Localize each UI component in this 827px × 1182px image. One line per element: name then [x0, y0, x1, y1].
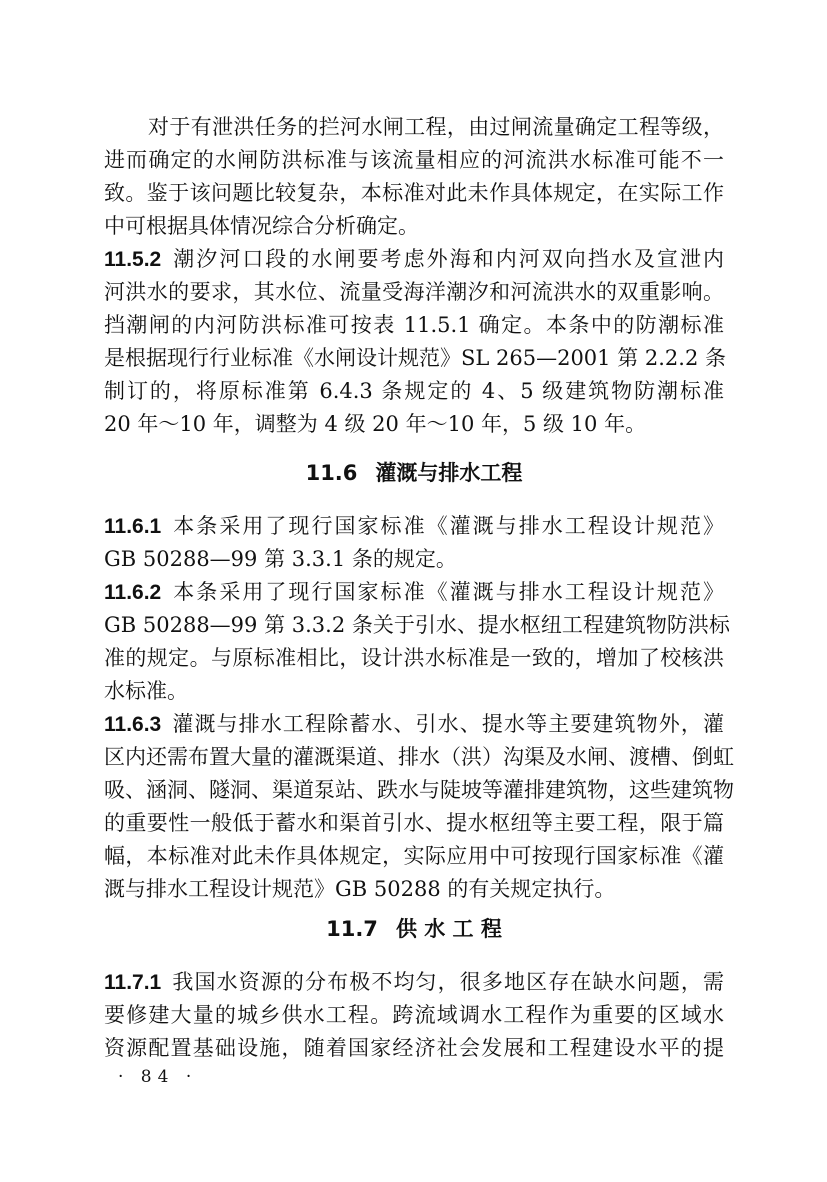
- section-heading-11-7: [104, 914, 724, 944]
- text-line: 20 年～10 年，调整为 4 级 20 年～10 年，5 级 10 年。: [104, 412, 647, 436]
- text-line: 幅，本标准对此未作具体规定，实际应用中可按现行国家标准《灌: [104, 844, 724, 868]
- text-line: 灌溉与排水工程除蓄水、引水、提水等主要建筑物外，灌: [171, 712, 724, 736]
- clause-11-5-2: [104, 245, 724, 273]
- clause-number: 11.6.1: [104, 515, 162, 538]
- text-line: 本条采用了现行国家标准《灌溉与排水工程设计规范》: [171, 514, 724, 538]
- text-line: 进而确定的水闸防洪标准与该流量相应的河流洪水标准可能不一: [104, 148, 724, 172]
- clause-11-6-2: [104, 578, 724, 606]
- text-line: 水标准。: [104, 679, 188, 703]
- text-line: 河洪水的要求，其水位、流量受海洋潮汐和河流洪水的双重影响。: [104, 280, 724, 304]
- text-line: 本条采用了现行国家标准《灌溉与排水工程设计规范》: [171, 580, 724, 604]
- text-line: 准的规定。与原标准相比，设计洪水标准是一致的，增加了校核洪: [104, 646, 724, 670]
- section-title: 灌溉与排水工程: [375, 461, 523, 485]
- text-line: 我国水资源的分布极不均匀，很多地区存在缺水问题，需: [171, 970, 724, 994]
- text-line: 中可根据具体情况综合分析确定。: [104, 214, 419, 238]
- text-line: 潮汐河口段的水闸要考虑外海和内河双向挡水及宣泄内: [171, 247, 724, 271]
- text-line: 溉与排水工程设计规范》GB 50288 的有关规定执行。: [104, 877, 616, 901]
- text-line: 要修建大量的城乡供水工程。跨流域调水工程作为重要的区域水: [104, 1003, 724, 1027]
- text-line: 资源配置基础设施，随着国家经济社会发展和工程建设水平的提: [104, 1036, 724, 1060]
- text-line: GB 50288—99 第 3.3.1 条的规定。: [104, 547, 457, 571]
- clause-number: 11.7.1: [104, 971, 162, 994]
- section-number: 11.6: [305, 461, 358, 485]
- text-line: 吸、涵洞、隧洞、渠道泵站、跌水与陡坡等灌排建筑物，这些建筑物: [104, 778, 734, 802]
- section-heading-11-6: [104, 458, 724, 488]
- text-line: 区内还需布置大量的灌溉渠道、排水（洪）沟渠及水闸、渡槽、倒虹: [104, 745, 734, 769]
- section-number: 11.7: [326, 917, 378, 941]
- clause-11-7-1: [104, 968, 724, 996]
- text-line: 的重要性一般低于蓄水和渠首引水、提水枢纽等主要工程，限于篇: [104, 811, 724, 835]
- page-number: · 84 ·: [118, 1067, 198, 1087]
- clause-11-6-1: [104, 512, 724, 540]
- clause-number: 11.6.3: [104, 713, 162, 736]
- text-line: 是根据现行行业标准《水闸设计规范》SL 265—2001 第 2.2.2 条: [104, 346, 726, 370]
- text-line: 致。鉴于该问题比较复杂，本标准对此未作具体规定，在实际工作: [104, 181, 724, 205]
- text-line: GB 50288—99 第 3.3.2 条关于引水、提水枢纽工程建筑物防洪标: [104, 613, 730, 637]
- text-line: 对于有泄洪任务的拦河水闸工程，由过闸流量确定工程等级，: [148, 115, 724, 139]
- clause-11-6-3: [104, 710, 724, 738]
- clause-number: 11.5.2: [104, 248, 162, 271]
- section-title: 供 水 工 程: [395, 917, 502, 941]
- clause-number: 11.6.2: [104, 581, 162, 604]
- text-line: 制订的，将原标准第 6.4.3 条规定的 4、5 级建筑物防潮标准: [104, 379, 724, 403]
- text-line: 挡潮闸的内河防洪标准可按表 11.5.1 确定。本条中的防潮标准: [104, 313, 724, 337]
